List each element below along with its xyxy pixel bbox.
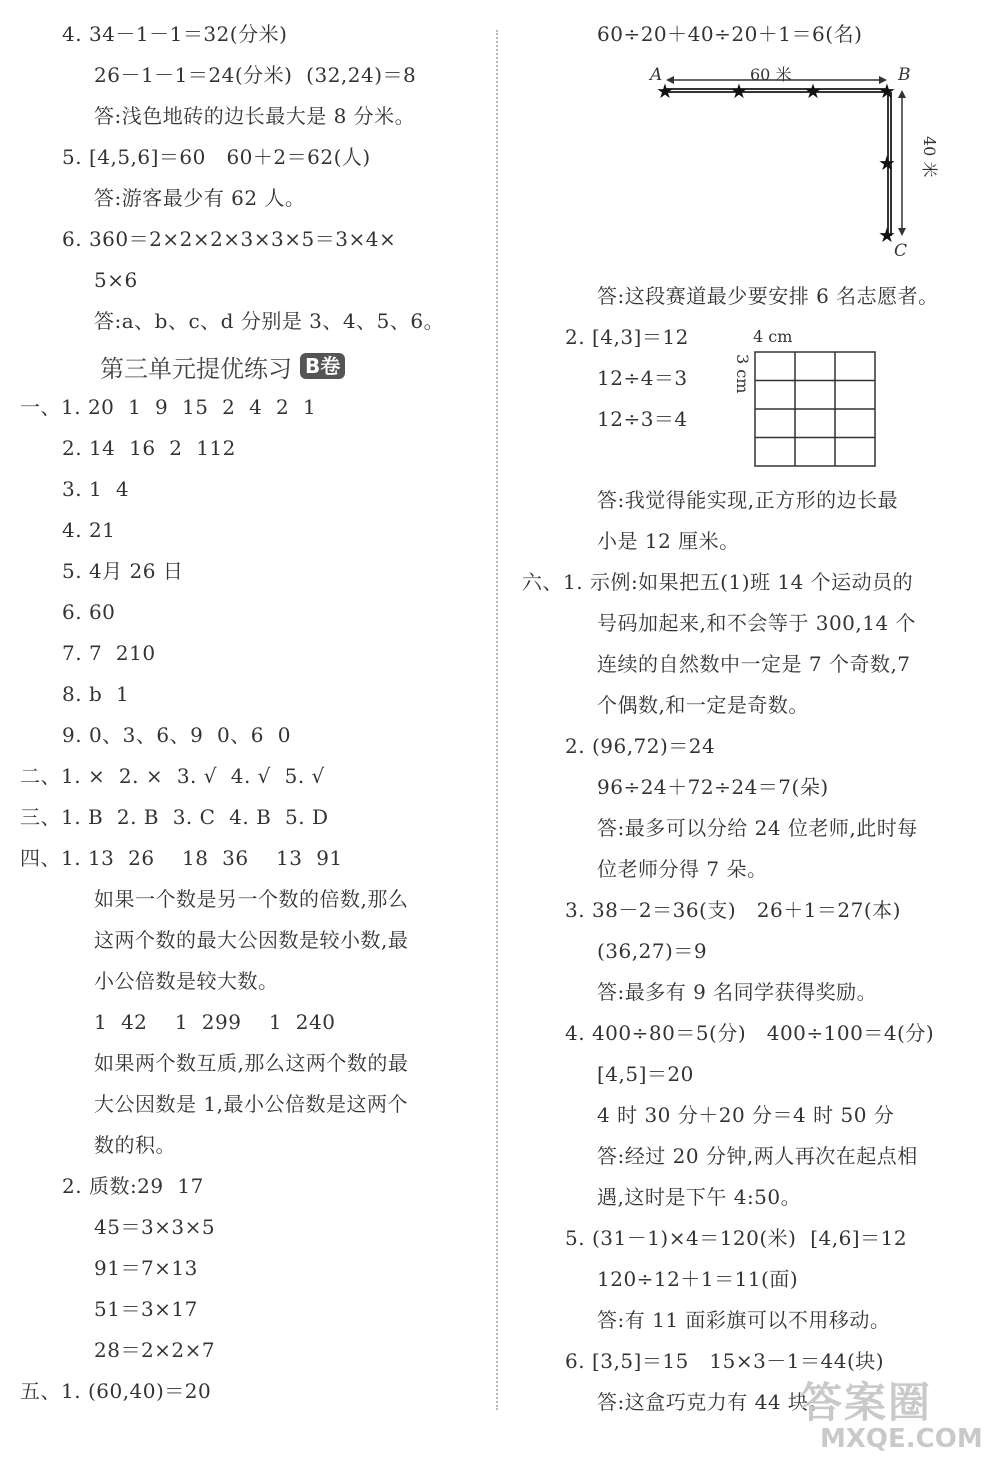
answer-line: 8. b 1 xyxy=(62,682,130,706)
star-icon: ★ xyxy=(878,151,896,175)
answer-line: 4. 21 xyxy=(62,518,116,542)
answer-line: 4. 34－1－1＝32(分米) xyxy=(62,22,288,46)
star-icon: ★ xyxy=(730,79,748,103)
answer-line: 五、1. (60,40)＝20 xyxy=(20,1379,212,1403)
watermark-logo: 答案圈 xyxy=(800,1378,933,1427)
answer-line: 答:有 11 面彩旗可以不用移动。 xyxy=(597,1308,891,1332)
answer-line: 答:这段赛道最少要安排 6 名志愿者。 xyxy=(597,284,939,308)
answer-line: 5×6 xyxy=(94,268,138,292)
answer-line: 6. [3,5]＝15 15×3－1＝44(块) xyxy=(565,1349,885,1373)
answer-line: 二、1. × 2. × 3. √ 4. √ 5. √ xyxy=(20,764,325,788)
track-diagram xyxy=(630,56,939,266)
answer-line: 小公倍数是较大数。 xyxy=(94,969,279,993)
answer-line: 数的积。 xyxy=(94,1133,176,1157)
answer-line: 答:最多有 9 名同学获得奖励。 xyxy=(597,980,878,1004)
answer-line: 2. 质数:29 17 xyxy=(62,1174,204,1198)
section-title xyxy=(100,350,345,382)
answer-line: 96÷24＋72÷24＝7(朵) xyxy=(597,775,829,799)
answer-line: 4 时 30 分＋20 分＝4 时 50 分 xyxy=(597,1103,895,1127)
answer-line: 7. 7 210 xyxy=(62,641,156,665)
answer-line: 9. 0、3、6、9 0、6 0 xyxy=(62,723,291,747)
horizontal-length-label: 60 米 xyxy=(750,65,792,84)
answer-line: 答:最多可以分给 24 位老师,此时每 xyxy=(597,816,918,840)
answer-line: 3. 1 4 xyxy=(62,477,130,501)
answer-line: 六、1. 示例:如果把五(1)班 14 个运动员的 xyxy=(522,570,914,594)
answer-line: 2. (96,72)＝24 xyxy=(565,734,716,758)
answer-line: 号码加起来,和不会等于 300,14 个 xyxy=(597,611,917,635)
column-divider xyxy=(496,30,498,1410)
answer-line: 答:游客最少有 62 人。 xyxy=(94,186,306,210)
point-b-label: B xyxy=(898,65,911,85)
answer-line: 3. 38－2＝36(支) 26＋1＝27(本) xyxy=(565,898,901,922)
answer-line: 大公因数是 1,最小公倍数是这两个 xyxy=(94,1092,408,1116)
watermark-url: MXQE.COM xyxy=(820,1424,983,1454)
answer-line: 26－1－1＝24(分米) (32,24)＝8 xyxy=(94,63,417,87)
answer-line: 答:浅色地砖的边长最大是 8 分米。 xyxy=(94,104,416,128)
square-grid-diagram xyxy=(725,322,885,472)
section-badge: B卷 xyxy=(300,353,345,379)
answer-line: 120÷12＋1＝11(面) xyxy=(597,1267,799,1291)
answer-line: 如果两个数互质,那么这两个数的最 xyxy=(94,1051,409,1075)
star-icon: ★ xyxy=(656,79,674,103)
answer-line: (36,27)＝9 xyxy=(597,939,708,963)
star-icon: ★ xyxy=(804,79,822,103)
answer-line: [4,5]＝20 xyxy=(597,1062,694,1086)
vertical-length-label: 40 米 xyxy=(920,136,939,178)
answer-line: 如果一个数是另一个数的倍数,那么 xyxy=(94,887,409,911)
answer-line: 12÷4＝3 xyxy=(597,366,688,390)
star-icon: ★ xyxy=(878,223,896,247)
answer-line: 12÷3＝4 xyxy=(597,407,688,431)
answer-line: 答:a、b、c、d 分别是 3、4、5、6。 xyxy=(94,309,445,333)
answer-line: 6. 60 xyxy=(62,600,116,624)
answer-line: 91＝7×13 xyxy=(94,1256,198,1280)
answer-line: 2. [4,3]＝12 xyxy=(565,325,689,349)
answer-line: 一、1. 20 1 9 15 2 4 2 1 xyxy=(20,395,317,419)
answer-line: 这两个数的最大公因数是较小数,最 xyxy=(94,928,409,952)
answer-line: 三、1. B 2. B 3. C 4. B 5. D xyxy=(20,805,329,829)
answer-line: 2. 14 16 2 112 xyxy=(62,436,236,460)
grid-width-label: 4 cm xyxy=(753,327,793,346)
point-a-label: A xyxy=(650,65,663,85)
star-icon: ★ xyxy=(878,79,896,103)
answer-line: 小是 12 厘米。 xyxy=(597,529,740,553)
answer-line: 45＝3×3×5 xyxy=(94,1215,216,1239)
answer-line: 5. 4月 26 日 xyxy=(62,559,184,583)
answer-line: 60÷20＋40÷20＋1＝6(名) xyxy=(597,22,863,46)
watermark xyxy=(800,1370,995,1460)
point-c-label: C xyxy=(894,241,908,261)
answer-line: 4. 400÷80＝5(分) 400÷100＝4(分) xyxy=(565,1021,935,1045)
answer-line: 答:这盒巧克力有 44 块。 xyxy=(597,1390,829,1414)
answer-line: 四、1. 13 26 18 36 13 91 xyxy=(20,846,343,870)
answer-line: 5. (31－1)×4＝120(米) [4,6]＝12 xyxy=(565,1226,908,1250)
grid-height-label: 3 cm xyxy=(733,354,752,394)
answer-line: 个偶数,和一定是奇数。 xyxy=(597,693,809,717)
answer-line: 答:我觉得能实现,正方形的边长最 xyxy=(597,488,899,512)
answer-line: 连续的自然数中一定是 7 个奇数,7 xyxy=(597,652,911,676)
answer-line: 答:经过 20 分钟,两人再次在起点相 xyxy=(597,1144,918,1168)
section-title-text: 第三单元提优练习 xyxy=(100,354,292,383)
answer-line: 51＝3×17 xyxy=(94,1297,198,1321)
answer-line: 5. [4,5,6]＝60 60＋2＝62(人) xyxy=(62,145,371,169)
answer-line: 6. 360＝2×2×2×3×3×5＝3×4× xyxy=(62,227,397,251)
answer-line: 位老师分得 7 朵。 xyxy=(597,857,768,881)
answer-line: 遇,这时是下午 4:50。 xyxy=(597,1185,802,1209)
answer-line: 28＝2×2×7 xyxy=(94,1338,216,1362)
answer-line: 1 42 1 299 1 240 xyxy=(94,1010,336,1034)
